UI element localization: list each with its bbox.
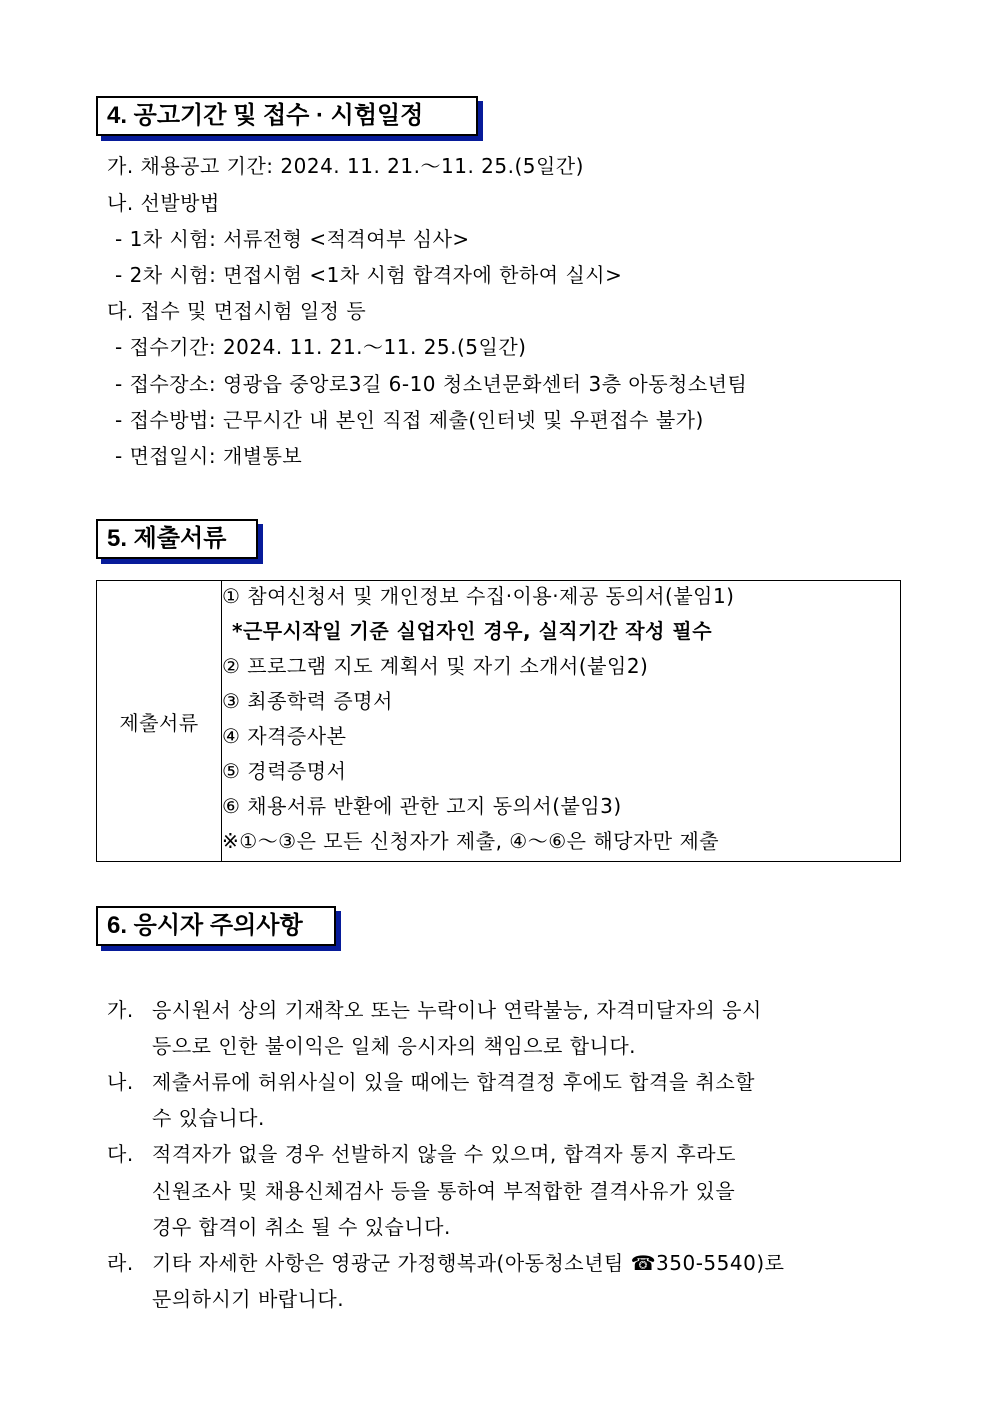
section4-line-9: - 면접일시: 개별통보 [115,444,303,468]
document-note: *근무시작일 기준 실업자인 경우, 실직기간 작성 필수 [232,619,713,643]
notice-line: 경우 합격이 취소 될 수 있습니다. [152,1215,451,1239]
document-item: ⑥ 채용서류 반환에 관한 고지 동의서(붙임3) [222,794,622,818]
section4-line-7: - 접수장소: 영광읍 중앙로3길 6-10 청소년문화센터 3층 아동청소년팀 [115,372,748,396]
documents-list [222,581,901,862]
notice-line: 등으로 인한 불이익은 일체 응시자의 책임으로 합니다. [152,1034,637,1058]
notice-line: 문의하시기 바랍니다. [152,1287,345,1311]
notice-line: 기타 자세한 사항은 영광군 가정행복과(아동청소년팀 ☎350-5540)로 [152,1251,785,1275]
document-footnote: ※①～③은 모든 신청자가 제출, ④～⑥은 해당자만 제출 [222,829,720,853]
notice-line: 제출서류에 허위사실이 있을 때에는 합격결정 후에도 합격을 취소할 [152,1070,755,1094]
section4-heading: 4. 공고기간 및 접수 · 시험일정 [96,96,478,136]
notice-line: 신원조사 및 채용신체검사 등을 통하여 부적합한 결격사유가 있을 [152,1179,736,1203]
notice-line: 수 있습니다. [152,1106,265,1130]
document-item: ③ 최종학력 증명서 [222,689,393,713]
notice-line: 응시원서 상의 기재착오 또는 누락이나 연락불능, 자격미달자의 응시 [152,998,762,1022]
section6-heading: 6. 응시자 주의사항 [96,906,336,946]
section4-line-6: - 접수기간: 2024. 11. 21.～11. 25.(5일간) [115,335,527,359]
notice-marker-2: 나. [107,1070,134,1094]
document-item: ④ 자격증사본 [222,724,347,748]
document-item: ⑤ 경력증명서 [222,759,347,783]
section4-line-1: 가. 채용공고 기간: 2024. 11. 21.～11. 25.(5일간) [107,154,584,178]
document-item: ② 프로그램 지도 계획서 및 자기 소개서(붙임2) [222,654,649,678]
document-item: ① 참여신청서 및 개인정보 수집·이용·제공 동의서(붙임1) [222,584,735,608]
notice-line: 적격자가 없을 경우 선발하지 않을 수 있으며, 합격자 통지 후라도 [152,1142,736,1166]
section4-line-3: - 1차 시험: 서류전형 <적격여부 심사> [115,227,470,251]
section4-line-5: 다. 접수 및 면접시험 일정 등 [107,299,367,323]
notice-marker-3: 다. [107,1142,134,1166]
section4-line-2: 나. 선발방법 [107,191,220,215]
section5-heading: 5. 제출서류 [96,519,258,559]
submission-documents-table [96,580,901,862]
section4-line-4: - 2차 시험: 면접시험 <1차 시험 합격자에 한하여 실시> [115,263,623,287]
notice-marker-4: 라. [107,1251,134,1275]
section4-line-8: - 접수방법: 근무시간 내 본인 직접 제출(인터넷 및 우편접수 불가) [115,408,704,432]
table-label: 제출서류 [97,581,222,862]
notice-marker-1: 가. [107,998,134,1022]
